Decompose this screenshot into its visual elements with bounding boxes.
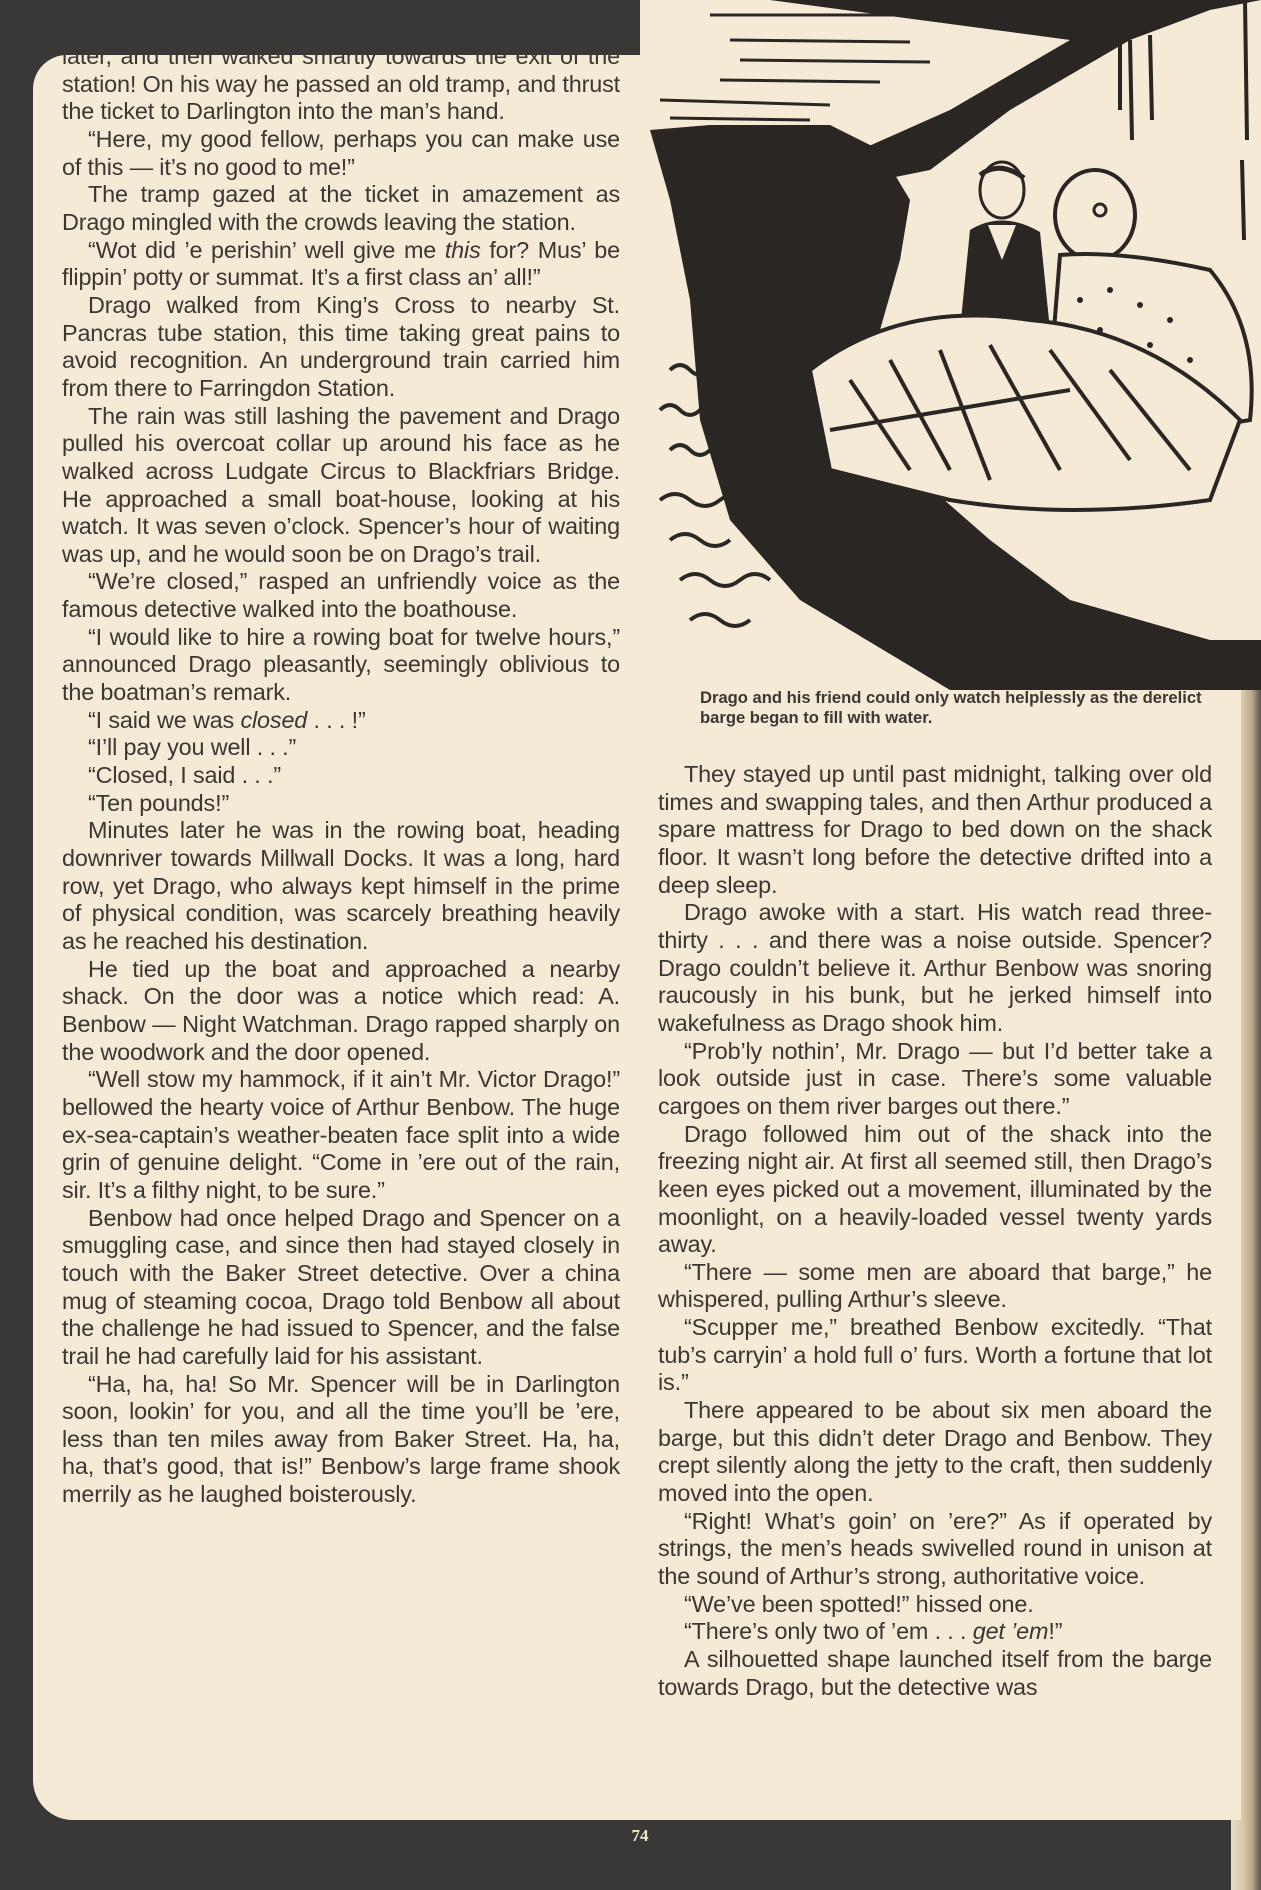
emphasis: closed: [240, 706, 308, 733]
paragraph: “Prob’ly nothin’, Mr. Drago — but I’d better take a look outside just in case. There’s some valuable cargoes on them river barges out there.”: [658, 1037, 1212, 1119]
paragraph: “There’s only two of ’em . . . get ’em!”: [684, 1618, 1063, 1645]
paragraph: “Right! What’s goin’ on ’ere?” As if operated by strings, the men’s heads swivelled round in unison at the sound of Arthur’s strong, authoritative voice.: [658, 1507, 1212, 1590]
page-number: 74: [631, 1826, 649, 1845]
paragraph: “There — some men are aboard that barge,” he whispered, pulling Arthur’s sleeve.: [658, 1258, 1212, 1313]
right-text-column: [658, 761, 1212, 1701]
paragraph: They stayed up until past midnight, talking over old times and swapping tales, and then Arthur produced a spare mattress for Drago to bed down on the shack floor. It wasn’t long before the detective drifted into a deep sleep.: [658, 761, 1212, 898]
paragraph: later, and then walked smartly towards the exit of the station! On his way he passed an old tramp, and thrust the ticket to Darlington into the man’s hand.: [62, 43, 620, 125]
paragraph: Drago awoke with a start. His watch read three-thirty . . . and there was a noise outside. Spencer? Drago couldn’t believe it. Arthur Benbow was snoring raucously in his bunk, but he jerked himself into wakefulness as Drago shook him.: [658, 899, 1212, 1036]
illustration-caption: Drago and his friend could only watch helplessly as the derelict barge began to fill with water.: [700, 688, 1202, 727]
paragraph: “Well stow my hammock, if it ain’t Mr. Victor Drago!” bellowed the hearty voice of Arthur Benbow. The huge ex-sea-captain’s weather-beaten face split into a wide grin of genuine delight. “Come in ’ere out of the rain, sir. It’s a filthy night, to be sure.”: [62, 1066, 620, 1203]
paragraph: “I would like to hire a rowing boat for twelve hours,” announced Drago pleasantly, seemingly oblivious to the boatman’s remark.: [62, 623, 620, 706]
paragraph: The tramp gazed at the ticket in amazement as Drago mingled with the crowds leaving the station.: [62, 181, 620, 235]
paragraph: Drago walked from King’s Cross to nearby St. Pancras tube station, this time taking great pains to avoid recognition. An underground train carried him from there to Farringdon Station.: [62, 291, 620, 401]
paragraph: A silhouetted shape launched itself from the barge towards Drago, but the detective was: [658, 1646, 1212, 1700]
emphasis: this: [444, 236, 481, 263]
paragraph: The rain was still lashing the pavement and Drago pulled his overcoat collar up around his face as he walked across Ludgate Circus to Blackfriars Bridge. He approached a small boat-house, looking at his watch. It was seven o’clock. Spencer’s hour of waiting was up, and he would soon be on Drago’s trail.: [62, 402, 620, 567]
paragraph: “We’re closed,” rasped an unfriendly voice as the famous detective walked into the boathouse.: [62, 568, 620, 623]
story-illustration: [650, 0, 1261, 690]
paragraph: “We’ve been spotted!” hissed one.: [684, 1590, 1034, 1617]
barge-scene-icon: [650, 0, 1261, 690]
paragraph: Benbow had once helped Drago and Spencer on a smuggling case, and since then had stayed closely in touch with the Baker Street detective. Over a china mug of steaming cocoa, Drago told Benbow all about the challenge he had issued to Spencer, and the false trail he had carefully laid for his assistant.: [62, 1204, 620, 1369]
paragraph: Drago followed him out of the shack into the freezing night air. At first all seemed still, then Drago’s keen eyes picked out a movement, illuminated by the moonlight, on a heavily-loaded vessel twenty yards away.: [658, 1120, 1212, 1258]
paragraph: Minutes later he was in the rowing boat, heading downriver towards Millwall Docks. It was a long, hard row, yet Drago, who always kept himself in the prime of physical condition, was scarcely breathing heavily as he reached his destination.: [62, 817, 620, 954]
paragraph: He tied up the boat and approached a nearby shack. On the door was a notice which read: A. Benbow — Night Watchman. Drago rapped sharply on the woodwork and the door opened.: [62, 955, 620, 1065]
paragraph: “I’ll pay you well . . .”: [88, 734, 297, 761]
paragraph: There appeared to be about six men aboard the barge, but this didn’t deter Drago and Benbow. They crept silently along the jetty to the craft, then suddenly moved into the open.: [658, 1397, 1212, 1507]
paragraph: “Here, my good fellow, perhaps you can make use of this — it’s no good to me!”: [62, 125, 620, 180]
paragraph: “Ha, ha, ha! So Mr. Spencer will be in Darlington soon, lookin’ for you, and all the time you’ll be ’ere, less than ten miles away from Baker Street. Ha, ha, ha, that’s good, that is!” Benbow’s large frame shook merrily as he laughed boisterously.: [62, 1370, 620, 1508]
paragraph: “Wot did ’e perishin’ well give me this for? Mus’ be flippin’ potty or summat. It’s a first class an’ all!”: [62, 236, 620, 291]
paragraph: “Ten pounds!”: [88, 789, 230, 816]
paragraph: “Scupper me,” breathed Benbow excitedly. “That tub’s carryin’ a hold full o’ furs. Worth a fortune that lot is.”: [658, 1314, 1212, 1396]
paragraph: “Closed, I said . . .”: [88, 762, 281, 789]
emphasis: get ’em: [972, 1618, 1049, 1645]
left-text-column: [62, 43, 620, 1509]
paragraph: “I said we was closed . . . !”: [88, 706, 366, 733]
